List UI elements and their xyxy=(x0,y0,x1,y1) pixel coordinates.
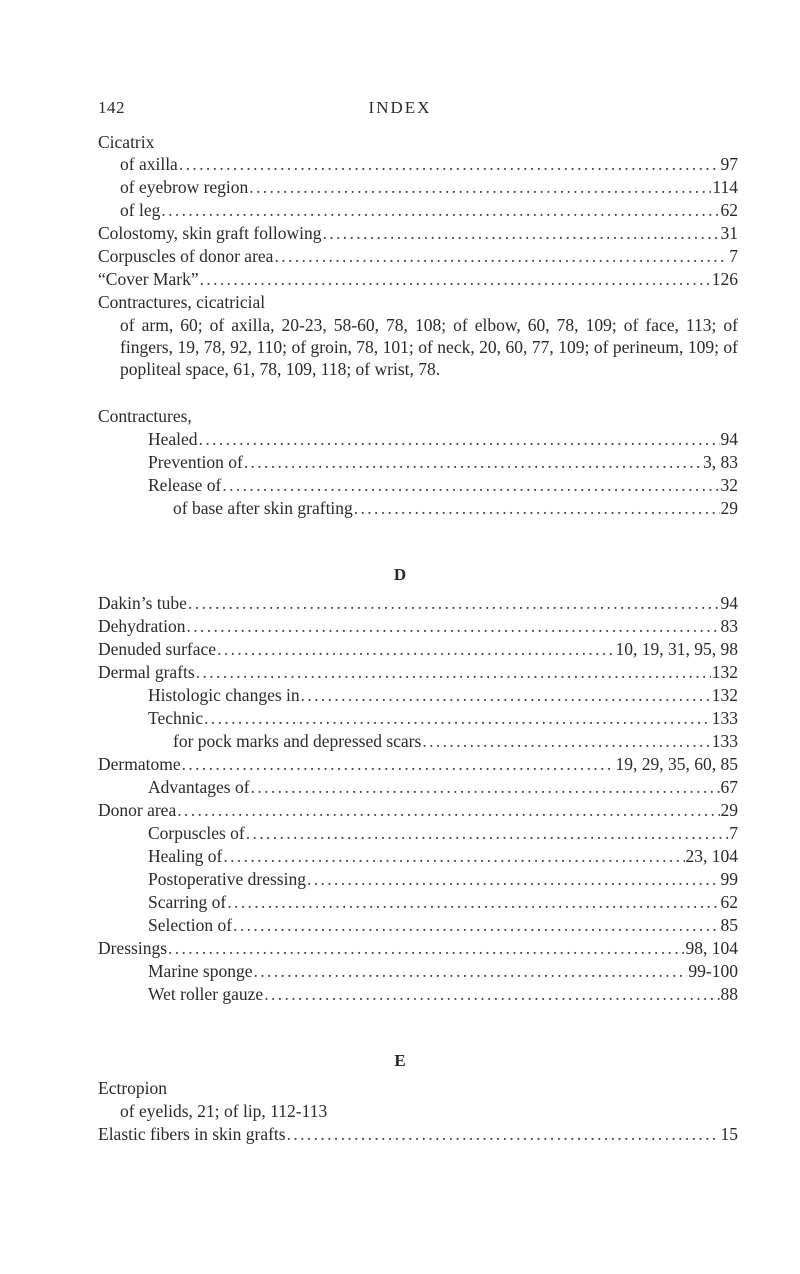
entry-contractures-release-base xyxy=(173,497,738,519)
page-header xyxy=(98,98,702,122)
entry-cicatrix-axilla xyxy=(120,153,738,175)
entry-histologic-changes xyxy=(148,684,738,706)
entry-term: Dakin’s tube xyxy=(98,593,187,613)
entry-pages: 94 xyxy=(720,429,738,449)
entry-term: Prevention of xyxy=(148,452,243,472)
entry-corpuscles xyxy=(98,245,738,267)
entry-donor-healing xyxy=(148,845,738,867)
entry-term: Postoperative dressing xyxy=(148,869,306,889)
entry-pages: 133 xyxy=(711,731,738,751)
entry-term: Corpuscles of donor area xyxy=(98,246,274,266)
entry-pages: 19, 29, 35, 60, 85 xyxy=(615,754,738,774)
entry-pages: 3, 83 xyxy=(703,452,738,472)
entry-contractures: Contractures, xyxy=(98,406,192,426)
entry-pages: 132 xyxy=(711,662,738,682)
entry-pages: 10, 19, 31, 95, 98 xyxy=(615,639,738,659)
entry-dakins-tube xyxy=(98,592,738,614)
entry-pages: 99 xyxy=(720,869,738,889)
section-letter-d: D xyxy=(393,565,407,584)
entry-cicatrix: Cicatrix xyxy=(98,132,155,152)
entry-term: of base after skin grafting xyxy=(173,498,353,518)
entry-term: Healing of xyxy=(148,846,223,866)
entry-term: Dermal grafts xyxy=(98,662,195,682)
entry-selection xyxy=(148,914,738,936)
entry-term: “Cover Mark” xyxy=(98,269,199,289)
entry-denuded-surface xyxy=(98,638,738,660)
entry-pages: 132 xyxy=(711,685,738,705)
entry-term: Elastic fibers in skin grafts xyxy=(98,1124,286,1144)
entry-pages: 126 xyxy=(711,269,738,289)
entry-contractures-cicatricial: Contractures, cicatricial xyxy=(98,292,266,312)
entry-term: Healed xyxy=(148,429,198,449)
entry-term: Dehydration xyxy=(98,616,186,636)
entry-pages: 85 xyxy=(720,915,738,935)
entry-cicatrix-eyebrow xyxy=(120,176,738,198)
entry-pages: 98, 104 xyxy=(685,938,738,958)
entry-pages: 7 xyxy=(729,823,738,843)
entry-dermal-grafts xyxy=(98,661,738,683)
entry-technic xyxy=(148,707,738,729)
entry-contractures-release xyxy=(148,474,738,496)
entry-marine-sponge xyxy=(148,960,738,982)
entry-pages: 29 xyxy=(720,800,738,820)
entry-term: Release of xyxy=(148,475,222,495)
entry-wet-roller-gauze xyxy=(148,983,738,1005)
entry-cover-mark xyxy=(98,268,738,290)
entry-pages: 15 xyxy=(720,1124,738,1144)
entry-pages: 99-100 xyxy=(688,961,738,981)
entry-donor-area xyxy=(98,799,738,821)
entry-pages: 114 xyxy=(712,177,738,197)
entry-dressings xyxy=(98,937,738,959)
entry-term: Technic xyxy=(148,708,204,728)
entry-term: Colostomy, skin graft following xyxy=(98,223,322,243)
entry-pages: 88 xyxy=(720,984,738,1004)
entry-elastic-fibers xyxy=(98,1123,738,1145)
entry-pages: 133 xyxy=(711,708,738,728)
entry-contractures-healed xyxy=(148,428,738,450)
entry-pages: 83 xyxy=(720,616,738,636)
entry-pages: 32 xyxy=(720,475,738,495)
entry-ectropion: Ectropion xyxy=(98,1078,168,1098)
entry-term: Marine sponge xyxy=(148,961,253,981)
entry-term: of axilla xyxy=(120,154,178,174)
entry-pages: 94 xyxy=(720,593,738,613)
entry-pages: 62 xyxy=(720,892,738,912)
entry-scarring xyxy=(148,891,738,913)
entry-term: Donor area xyxy=(98,800,177,820)
entry-term: Advantages of xyxy=(148,777,250,797)
entry-dermatome xyxy=(98,753,738,775)
section-letter-e: E xyxy=(394,1051,406,1070)
entry-donor-corpuscles xyxy=(148,822,738,844)
entry-pages: 7 xyxy=(729,246,738,266)
entry-dehydration xyxy=(98,615,738,637)
entry-postoperative-dressing xyxy=(148,868,738,890)
entry-pages: 62 xyxy=(720,200,738,220)
entry-colostomy xyxy=(98,222,738,244)
entry-term: Wet roller gauze xyxy=(148,984,264,1004)
entry-cicatrix-leg xyxy=(120,199,738,221)
entry-term: Histologic changes in xyxy=(148,685,300,705)
entry-ectropion-eyelids: of eyelids, 21; of lip, 112-113 xyxy=(120,1101,328,1121)
entry-pages: 23, 104 xyxy=(685,846,738,866)
page-number: 142 xyxy=(98,98,125,117)
entry-term: Scarring of xyxy=(148,892,227,912)
entry-term: Corpuscles of xyxy=(148,823,245,843)
entry-term: of leg xyxy=(120,200,161,220)
entry-pages: 97 xyxy=(720,154,738,174)
entry-pages: 31 xyxy=(720,223,738,243)
entry-term: Selection of xyxy=(148,915,233,935)
entry-advantages xyxy=(148,776,738,798)
entry-term: Denuded surface xyxy=(98,639,217,659)
entry-pock-marks xyxy=(173,730,738,752)
entry-contractures-prevention xyxy=(148,451,738,473)
entry-contractures-cicatricial-subentries: of arm, 60; of axilla, 20-23, 58-60, 78, 108; of elbow, 60, 78, 109; of face, 113; of fingers, 19, 78, 92, 110; of groin, 78, 101; of neck, 20, 60, 77, 109; of perineum, 109; of popliteal space, 61, 78, 109, 118; of wrist, 78. xyxy=(120,315,738,380)
entry-term: of eyebrow region xyxy=(120,177,249,197)
entry-pages: 67 xyxy=(720,777,738,797)
page-title: INDEX xyxy=(368,98,432,117)
entry-term: Dressings xyxy=(98,938,168,958)
entry-term: Dermatome xyxy=(98,754,181,774)
entry-pages: 29 xyxy=(720,498,738,518)
entry-term: for pock marks and depressed scars xyxy=(173,731,422,751)
